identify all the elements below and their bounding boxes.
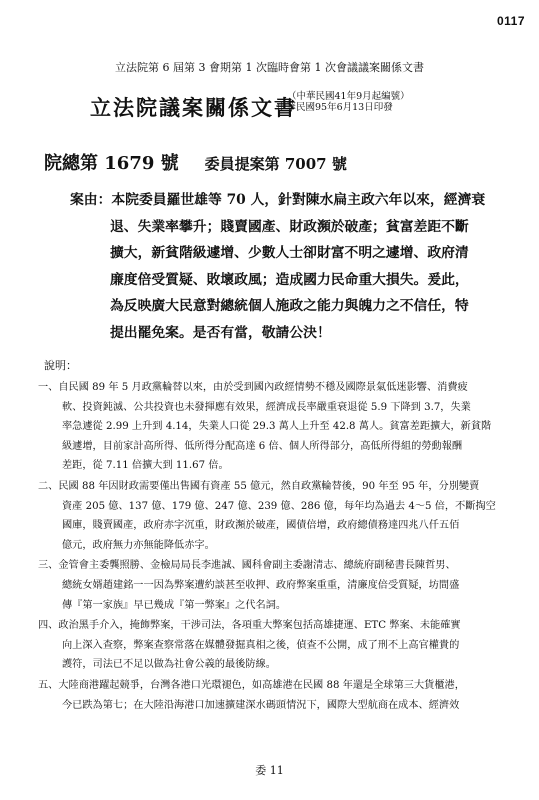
item-line: 差距，從 7.11 倍擴大到 11.67 倍。	[62, 460, 229, 472]
date-block	[277, 91, 410, 113]
item-line: 五、大陸商港躍起競爭，台灣各港口光環褪色，如高雄港在民國 88 年還是全球第三大貨櫃港，	[38, 679, 465, 691]
explanation-item	[38, 676, 510, 715]
cause-line: 擴大，新貧階級遽增、少數人士卻財富不明之遽增、政府清	[110, 245, 469, 261]
case-number: 院總第 1679 號	[44, 153, 179, 174]
document-title: 立法院議案關係文書	[90, 95, 297, 120]
explanation-list	[38, 378, 510, 716]
item-line: 二、民國 88 年因財政需要僅出售國有資產 55 億元，然自政黨輪替後，90 年至 95 年，分別變賣	[38, 480, 480, 492]
cause-line: 提出罷免案。是否有當，敬請公決！	[110, 324, 331, 341]
explanation-item	[38, 378, 510, 476]
item-line: 傳『第一家族』早已幾成『第一弊案』之代名詞。	[62, 599, 287, 611]
explanation-label: 說明：	[44, 359, 77, 372]
item-line: 軟、投資鈍滅、公共投資也未發揮應有效果，經濟成長率嚴重衰退從 5.9 下降到 3.7，失業	[62, 401, 471, 413]
session-header: 立法院第 6 屆第 3 會期第 1 次臨時會第 1 次會議議案關係文書	[115, 61, 424, 74]
cause-line: 為反映廣大民意對總統個人施政之能力與魄力之不信任，特	[110, 298, 469, 314]
printed-date: 中華民國95年6月13日印發	[277, 102, 393, 113]
cause-line: 案由：本院委員羅世雄等 70 人，針對陳水扁主政六年以來，經濟衰	[70, 192, 486, 208]
numbering-note: （中華民國41年9月起編號）	[287, 91, 410, 102]
case-cause	[70, 187, 510, 346]
cause-line: 廉度倍受質疑、敗壞政風；造成國力民命重大損失。爰此，	[110, 271, 469, 288]
item-line: 率急遽從 2.99 上升到 4.14，失業人口從 29.3 萬人上升至 42.8 萬人。貧富差距擴大，新貧階	[62, 421, 492, 433]
item-line: 四、政治黑手介入，掩飾弊案，干涉司法，各項重大弊案包括高雄捷運、ETC 弊案、未能確實	[38, 620, 461, 632]
page-footer: 委 11	[255, 764, 284, 777]
item-line: 國庫，賤賣國產，政府赤字沉重，財政瀕於破產，國債倍增，政府總債務達四兆八仟五佰	[62, 520, 460, 532]
explanation-item	[38, 556, 510, 615]
case-numbers	[44, 149, 347, 175]
item-line: 今已跌為第七；在大陸沿海港口加速擴建深水碼頭情況下，國際大型航商在成本、經濟效	[62, 699, 460, 711]
cause-line: 退、失業率攀升；賤賣國產、財政瀕於破產；貧富差距不斷	[110, 218, 469, 235]
item-line: 資產 205 億、137 億、179 億、247 億、239 億、286 億，每年均為過去 4～5 倍，不斷掏空	[62, 500, 496, 512]
page-number: 0117	[496, 14, 525, 28]
item-line: 億元，政府無力亦無能降低赤字。	[62, 539, 215, 551]
explanation-item	[38, 477, 510, 555]
item-line: 護符，司法已不足以做為社會公義的最後防線。	[62, 659, 276, 671]
proposal-number: 委員提案第 7007 號	[204, 155, 347, 173]
item-line: 三、金管會主委龔照勝、金檢局局長李進誠、國科會副主委謝清志、總統府副秘書長陳哲男、	[38, 560, 456, 572]
item-line: 一、自民國 89 年 5 月政黨輪替以來，由於受到國內政經情勢不穩及國際景氣低迷影響、消費疲	[38, 382, 468, 393]
item-line: 向上深入查察，弊案查察常落在媒體發掘真相之後，偵查不公開，成了刑不上高官權貴的	[62, 639, 460, 651]
item-line: 總統女婿趙建銘一一因為弊案遭約談甚至收押、政府弊案重重，清廉度倍受質疑，坊間盛	[62, 579, 460, 591]
item-line: 級遽增，目前家計高所得、低所得分配高達 6 倍、個人所得部分，高低所得組的勞動報酬	[62, 440, 463, 452]
explanation-item	[38, 616, 510, 675]
